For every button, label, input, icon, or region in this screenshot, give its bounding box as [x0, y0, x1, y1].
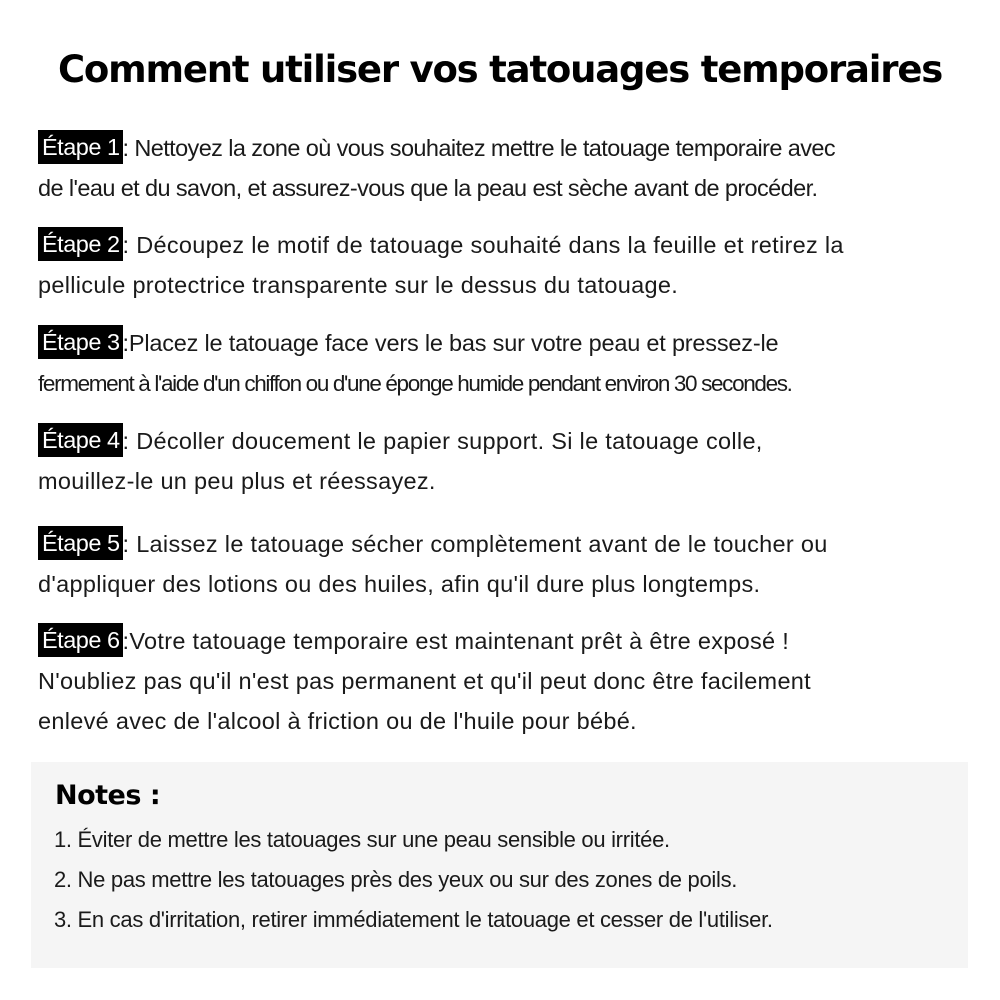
page-title: Comment utiliser vos tatouages temporaires — [57, 48, 943, 91]
step-1-text-line-1: Nettoyez la zone où vous souhaitez mettre le tatouage temporaire avec — [128, 135, 835, 161]
notes-box — [31, 762, 968, 968]
step-3-text-line-1: Placez le tatouage face vers le bas sur votre peau et pressez-le — [128, 330, 779, 356]
note-item-3: 3. En cas d'irritation, retirer immédiatement le tatouage et cesser de l'utiliser. — [54, 907, 773, 932]
step-5 — [38, 524, 983, 604]
step-1-text-line-2: de l'eau et du savon, et assurez-vous que la peau est sèche avant de procéder. — [38, 175, 818, 201]
step-6-label: Étape 6 — [38, 623, 123, 657]
step-2 — [38, 225, 983, 305]
step-2-label: Étape 2 — [38, 227, 123, 261]
step-4-colon: : — [122, 428, 130, 454]
step-1 — [38, 128, 983, 208]
step-6-colon: : — [122, 628, 130, 654]
notes-title: Notes : — [55, 780, 161, 811]
step-6-text-line-3: enlevé avec de l'alcool à friction ou de l'huile pour bébé. — [38, 708, 637, 734]
step-5-text-line-1: Laissez le tatouage sécher complètement avant de le toucher ou — [129, 531, 828, 557]
step-6-text-line-2: N'oubliez pas qu'il n'est pas permanent et qu'il peut donc être facilement — [38, 668, 812, 694]
step-4 — [38, 421, 983, 501]
step-1-colon: : — [122, 135, 129, 161]
step-3-text-line-2: fermement à l'aide d'un chiffon ou d'une éponge humide pendant environ 30 secondes. — [38, 371, 792, 396]
step-4-text-line-2: mouillez-le un peu plus et réessayez. — [38, 468, 436, 494]
step-2-text-line-1: Découpez le motif de tatouage souhaité dans la feuille et retirez la — [129, 232, 844, 258]
step-6 — [38, 621, 983, 741]
step-1-label: Étape 1 — [38, 130, 123, 164]
step-3-colon: : — [122, 330, 129, 356]
step-5-colon: : — [122, 531, 130, 557]
note-item-1: 1. Éviter de mettre les tatouages sur une peau sensible ou irritée. — [54, 827, 670, 852]
step-4-label: Étape 4 — [38, 423, 123, 457]
step-5-label: Étape 5 — [38, 526, 123, 560]
note-item-2: 2. Ne pas mettre les tatouages près des yeux ou sur des zones de poils. — [54, 867, 738, 892]
step-6-text-line-1: Votre tatouage temporaire est maintenant prêt à être exposé ! — [129, 628, 790, 654]
step-2-colon: : — [122, 232, 130, 258]
step-4-text-line-1: Décoller doucement le papier support. Si le tatouage colle, — [129, 428, 763, 454]
step-5-text-line-2: d'appliquer des lotions ou des huiles, afin qu'il dure plus longtemps. — [38, 571, 761, 597]
step-3-label: Étape 3 — [38, 325, 123, 359]
step-2-text-line-2: pellicule protectrice transparente sur le dessus du tatouage. — [38, 272, 679, 298]
step-3 — [38, 323, 983, 404]
notes-list — [54, 820, 773, 940]
